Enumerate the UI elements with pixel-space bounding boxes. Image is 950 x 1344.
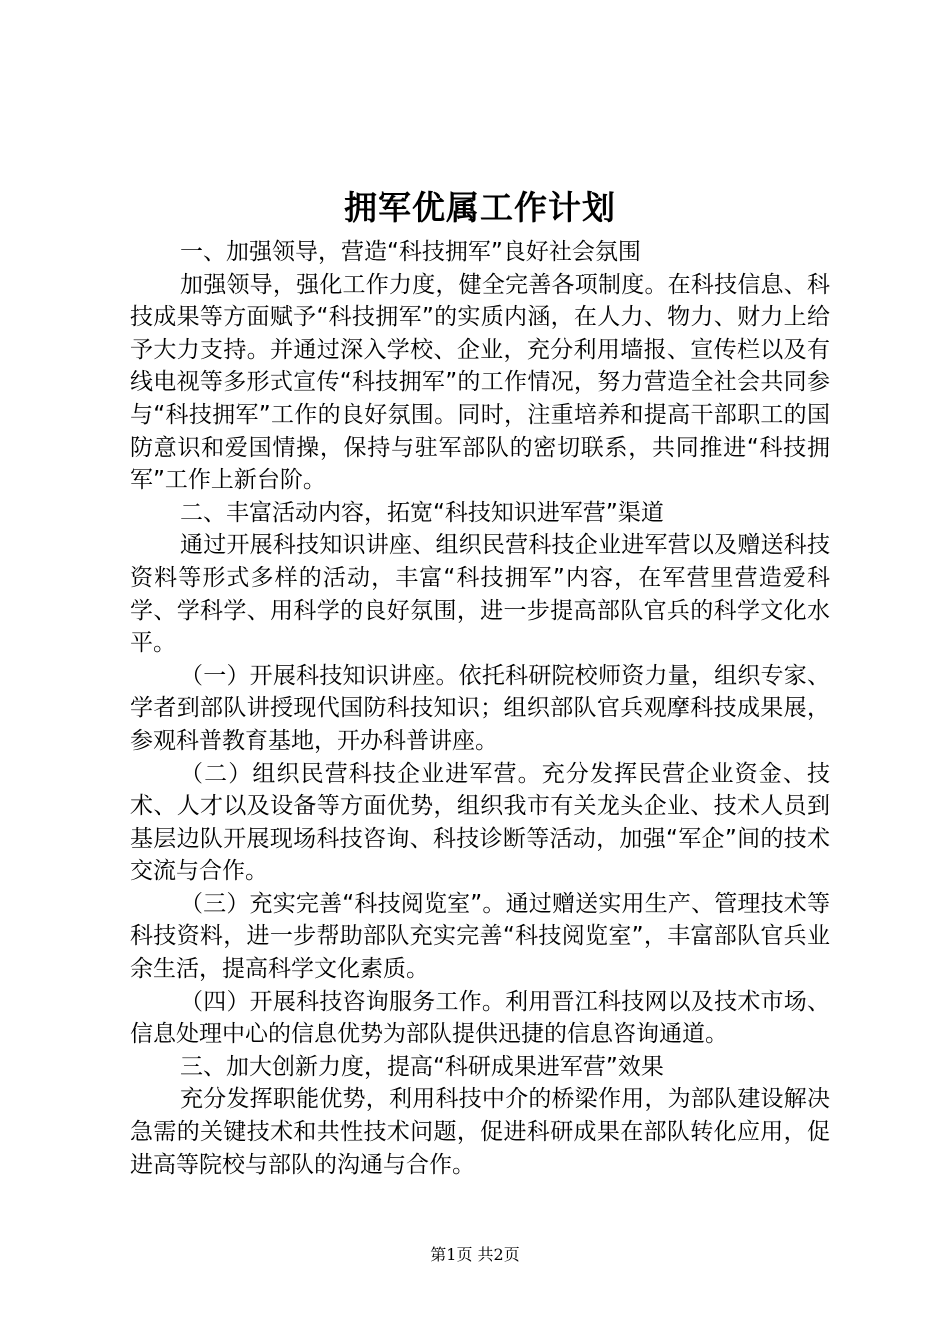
subsection-paragraph-3: （三）充实完善“科技阅览室”。通过赠送实用生产、管理技术等科技资料，进一步帮助部队充实完善“科技阅览室”，丰富部队官兵业余生活，提高科学文化素质。 xyxy=(130,890,830,983)
body-paragraph: 加强领导，强化工作力度，健全完善各项制度。在科技信息、科技成果等方面赋予“科技拥军”的实质内涵，在人力、物力、财力上给予大力支持。并通过深入学校、企业，充分利用墙报、宣传栏以及有线电视等多形式宣传“科技拥军”的工作情况，努力营造全社会共同参与“科技拥军”工作的良好氛围。同时，注重培养和提高干部职工的国防意识和爱国情操，保持与驻军部队的密切联系，共同推进“科技拥军”工作上新台阶。 xyxy=(130,271,830,494)
body-paragraph: 通过开展科技知识讲座、组织民营科技企业进军营以及赠送科技资料等形式多样的活动，丰富“科技拥军”内容，在军营里营造爱科学、学科学、用科学的良好氛围，进一步提高部队官兵的科学文化水平。 xyxy=(130,532,830,657)
document-body xyxy=(130,236,830,1181)
subsection-paragraph-4: （四）开展科技咨询服务工作。利用晋江科技网以及技术市场、信息处理中心的信息优势为部队提供迅捷的信息咨询通道。 xyxy=(130,988,830,1048)
section-heading-3: 三、加大创新力度，提高“科研成果进军营”效果 xyxy=(180,1053,664,1080)
section-heading-2: 二、丰富活动内容，拓宽“科技知识进军营”渠道 xyxy=(180,499,664,526)
subsection-paragraph-1: （一）开展科技知识讲座。依托科研院校师资力量，组织专家、学者到部队讲授现代国防科技知识；组织部队官兵观摩科技成果展，参观科普教育基地，开办科普讲座。 xyxy=(130,662,830,754)
document-title: 拥军优属工作计划 xyxy=(344,188,616,227)
document-page xyxy=(130,180,830,1181)
body-paragraph: 充分发挥职能优势，利用科技中介的桥梁作用，为部队建设解决急需的关键技术和共性技术问题，促进科研成果在部队转化应用，促进高等院校与部队的沟通与合作。 xyxy=(130,1086,830,1178)
subsection-paragraph-2: （二）组织民营科技企业进军营。充分发挥民营企业资金、技术、人才以及设备等方面优势，组织我市有关龙头企业、技术人员到基层边队开展现场科技咨询、科技诊断等活动，加强“军企”间的技术交流与合作。 xyxy=(130,760,830,885)
page-footer: 第1页 共2页 xyxy=(430,1245,520,1264)
section-heading-1: 一、加强领导，营造“科技拥军”良好社会氛围 xyxy=(180,239,641,265)
